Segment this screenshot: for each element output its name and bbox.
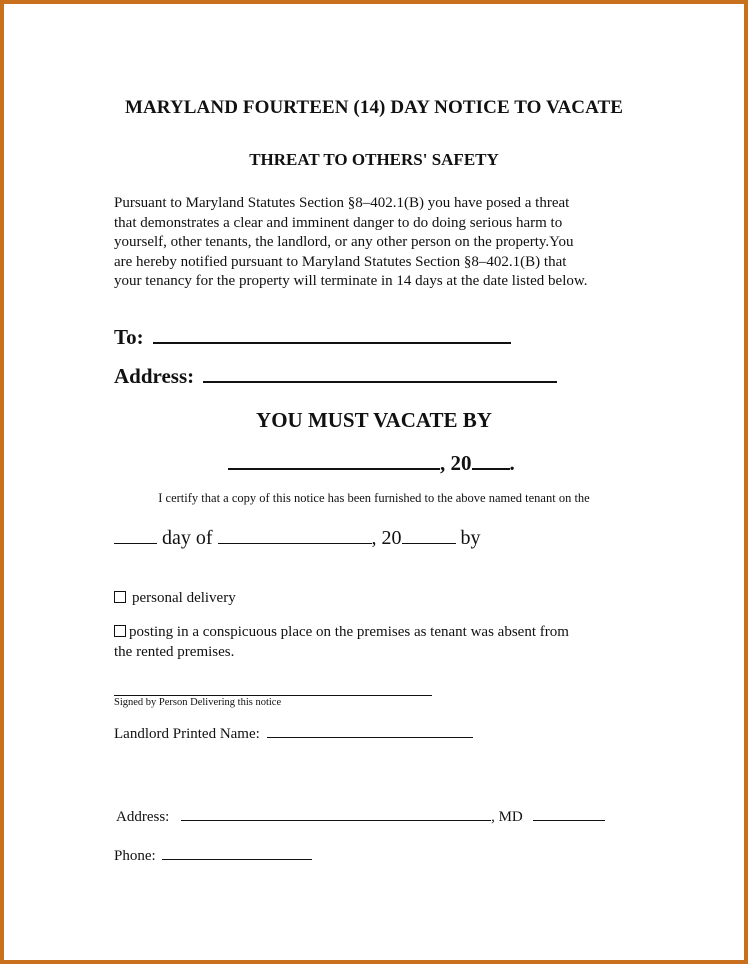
to-label: To: xyxy=(114,325,144,349)
vacate-date-row xyxy=(228,451,515,476)
vacate-year-sep: , 20 xyxy=(440,451,472,475)
intro-line: yourself, other tenants, the landlord, or any other person on the property.You xyxy=(114,234,574,250)
intro-line: Pursuant to Maryland Statutes Section §8–402.1(B) you have posed a threat xyxy=(114,195,570,211)
to-field[interactable] xyxy=(153,342,511,344)
intro-line: that demonstrates a clear and imminent danger to do doing serious harm to xyxy=(114,214,563,231)
posting-checkbox[interactable] xyxy=(114,625,126,637)
landlord-name-row xyxy=(114,726,473,743)
phone-row xyxy=(114,848,312,865)
day-of-row xyxy=(114,527,481,550)
certify-text: I certify that a copy of this notice has been furnished to the above named tenant on the xyxy=(158,491,590,505)
address-row xyxy=(114,364,557,389)
year-sep: , 20 xyxy=(371,527,402,549)
zip-field[interactable] xyxy=(533,820,605,821)
option-personal-delivery xyxy=(114,590,236,607)
to-row xyxy=(114,325,511,350)
intro-line: your tenancy for the property will terminate in 14 days at the date listed below. xyxy=(114,273,588,289)
intro-line: are hereby notified pursuant to Maryland Statutes Section §8–402.1(B) that xyxy=(114,253,567,270)
landlord-name-field[interactable] xyxy=(267,737,473,738)
day-of-label: day of xyxy=(157,527,218,549)
posting-label-line1: posting in a conspicuous place on the premises as tenant was absent from xyxy=(129,624,569,640)
personal-delivery-checkbox[interactable] xyxy=(114,591,126,603)
address-label: Address: xyxy=(114,364,195,388)
by-label: by xyxy=(455,527,481,549)
landlord-name-label: Landlord Printed Name: xyxy=(114,726,260,742)
vacate-year-field[interactable] xyxy=(472,468,510,470)
phone-label: Phone: xyxy=(114,848,156,864)
address-field[interactable] xyxy=(203,381,557,383)
signature-line[interactable] xyxy=(114,695,432,696)
day-field[interactable] xyxy=(114,543,157,544)
month-field[interactable] xyxy=(218,543,372,544)
phone-field[interactable] xyxy=(162,859,312,860)
option-posting xyxy=(114,622,569,662)
vacate-heading: YOU MUST VACATE BY xyxy=(256,408,492,432)
landlord-address-label: Address: xyxy=(116,809,170,825)
landlord-address-field[interactable] xyxy=(181,820,491,821)
personal-delivery-label: personal delivery xyxy=(132,590,236,606)
posting-label-line2: the rented premises. xyxy=(114,644,235,660)
state-label: , MD xyxy=(491,809,523,825)
intro-paragraph xyxy=(114,194,634,292)
year-field[interactable] xyxy=(402,543,456,544)
document-title: MARYLAND FOURTEEN (14) DAY NOTICE TO VACATE xyxy=(124,97,624,118)
vacate-date-field[interactable] xyxy=(228,468,440,470)
signed-caption: Signed by Person Delivering this notice xyxy=(114,697,282,708)
landlord-address-row xyxy=(116,809,605,826)
document-subtitle: THREAT TO OTHERS' SAFETY xyxy=(249,150,499,169)
vacate-end: . xyxy=(509,451,515,475)
